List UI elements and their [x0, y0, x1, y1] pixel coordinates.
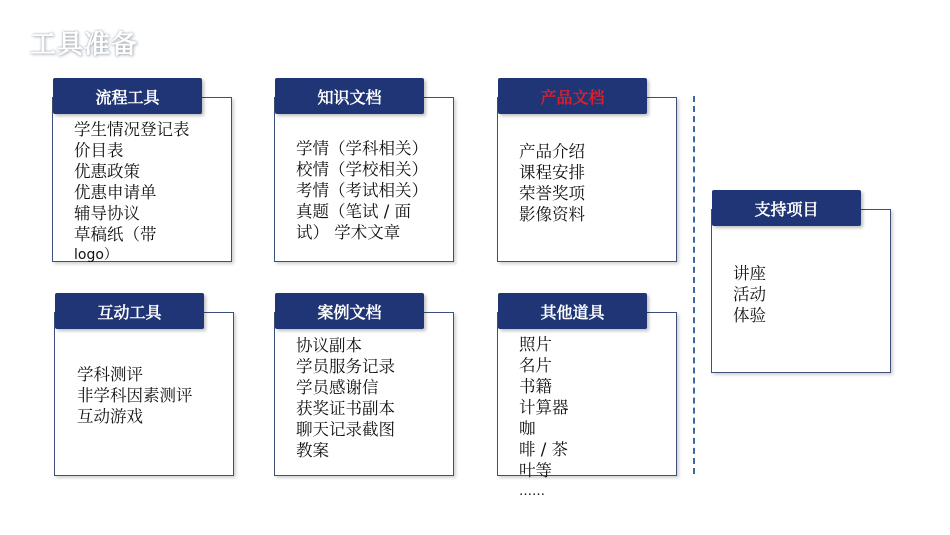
card-other-props-list [519, 334, 569, 502]
card-product-docs-title: 产品文档 [498, 78, 647, 114]
card-case-docs-title: 案例文档 [275, 293, 424, 329]
list-item: 辅导协议 [74, 204, 140, 223]
list-item: 非学科因素测评 [77, 386, 193, 405]
list-item: 名片 [519, 356, 552, 375]
vertical-dashed-divider [693, 96, 695, 474]
list-item: …… [519, 484, 545, 499]
list-item: 获奖证书副本 [296, 399, 395, 418]
card-interactive-tools-list [77, 364, 193, 427]
list-item: 照片 [519, 335, 552, 354]
list-item: 活动 [733, 285, 766, 304]
list-item: 草稿纸（带 [74, 225, 157, 244]
list-item: 协议副本 [296, 336, 362, 355]
card-process-tools-title: 流程工具 [53, 78, 202, 114]
page-title: 工具准备 [30, 30, 139, 60]
list-item: 学员感谢信 [296, 378, 379, 397]
list-item: 学科测评 [77, 365, 143, 384]
list-item: 价目表 [74, 141, 124, 160]
list-item: 讲座 [733, 264, 766, 283]
card-interactive-tools-title: 互动工具 [55, 293, 204, 329]
list-item: 学情（学科相关） [296, 139, 428, 158]
list-item: 校情（学校相关） [296, 160, 428, 179]
list-item: 教案 [296, 441, 329, 460]
list-item: 课程安排 [519, 163, 585, 182]
list-item: 影像资料 [519, 205, 585, 224]
list-item: 咖 [519, 419, 536, 438]
list-item: 体验 [733, 306, 766, 325]
card-product-docs-list [519, 141, 585, 225]
list-item: 产品介绍 [519, 142, 585, 161]
list-item: 书籍 [519, 377, 552, 396]
card-knowledge-docs-list [296, 138, 428, 243]
list-item: 学生情况登记表 [74, 120, 190, 139]
list-item: 学员服务记录 [296, 357, 395, 376]
list-item: 考情（考试相关） [296, 181, 428, 200]
list-item: 啡 / 茶 [519, 440, 569, 459]
list-item: 叶等 [519, 461, 552, 480]
card-case-docs-list [296, 335, 395, 461]
card-support-items-title: 支持项目 [712, 190, 861, 226]
card-support-items-list [733, 263, 766, 326]
card-knowledge-docs-title: 知识文档 [275, 78, 424, 114]
card-process-tools-list [74, 119, 190, 266]
list-item: 计算器 [519, 398, 569, 417]
list-item: 真题（笔试 / 面 [296, 202, 412, 221]
list-item: 优惠申请单 [74, 183, 157, 202]
list-item: 聊天记录截图 [296, 420, 395, 439]
list-item: 互动游戏 [77, 407, 143, 426]
list-item: 荣誉奖项 [519, 184, 585, 203]
list-item: 优惠政策 [74, 162, 140, 181]
list-item: logo） [74, 247, 118, 263]
list-item: 试） 学术文章 [296, 223, 401, 242]
card-other-props-title: 其他道具 [498, 293, 647, 329]
